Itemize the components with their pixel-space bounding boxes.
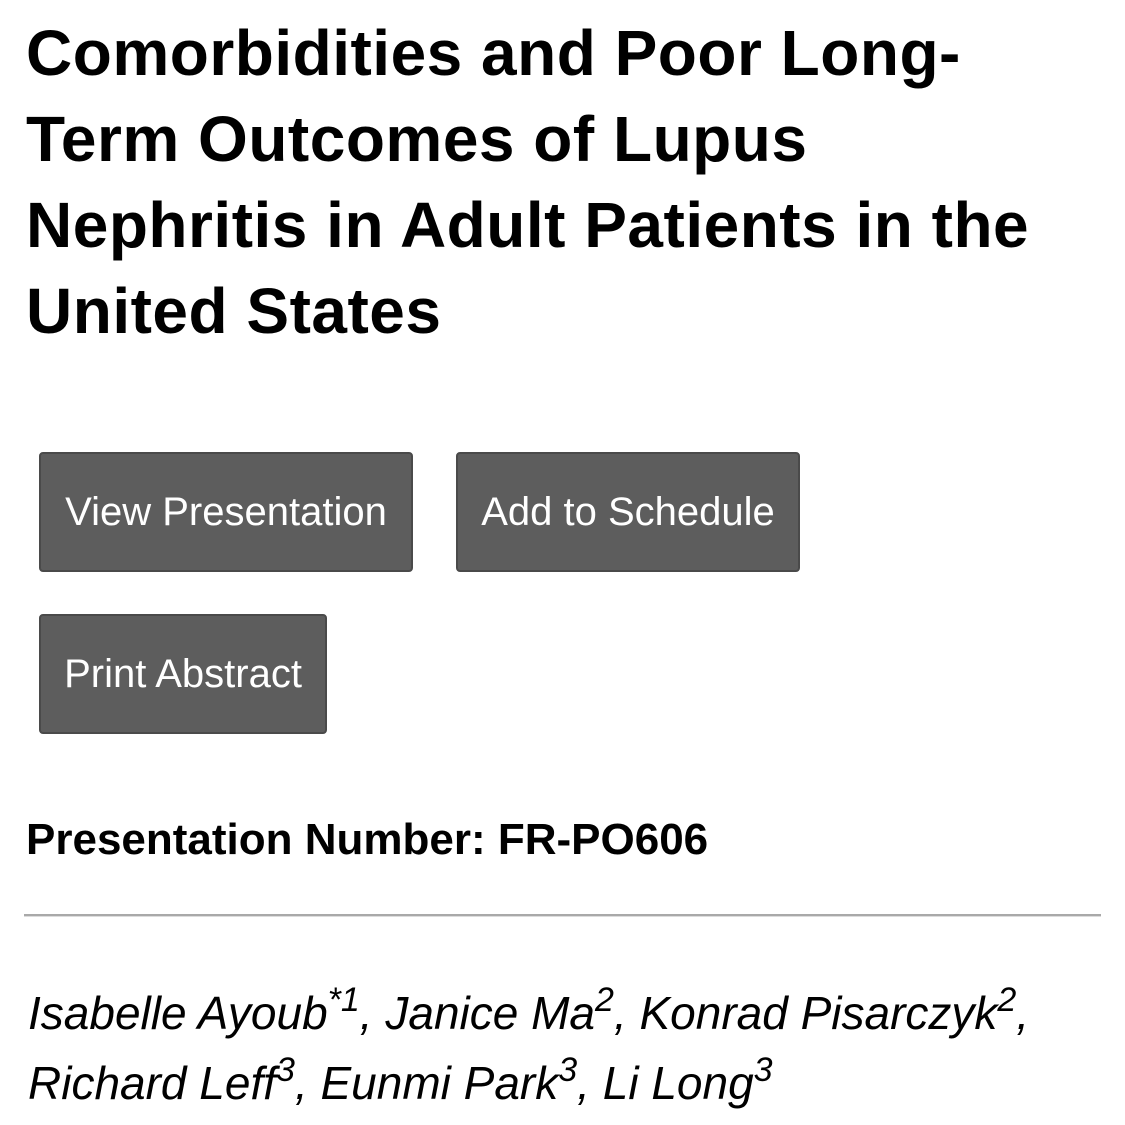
author [28, 1050, 321, 1109]
add-to-schedule-button[interactable]: Add to Schedule [456, 452, 800, 572]
author-affiliation: 3 [753, 1050, 773, 1089]
author-separator: , [294, 1057, 321, 1109]
author-name: Eunmi Park [320, 1057, 559, 1109]
print-abstract-button[interactable]: Print Abstract [39, 614, 327, 734]
author-name: Konrad Pisarczyk [639, 987, 998, 1039]
author-affiliation: 3 [276, 1050, 295, 1089]
author [28, 980, 386, 1039]
author-affiliation: 2 [997, 980, 1017, 1019]
presentation-number: Presentation Number: FR-PO606 [26, 815, 709, 864]
author-affiliation: 3 [558, 1050, 578, 1089]
author [639, 980, 1030, 1039]
divider [24, 914, 1101, 917]
author-affiliation: *1 [327, 980, 360, 1019]
author [320, 1050, 603, 1109]
author-separator: , [613, 987, 640, 1039]
author-separator: , [577, 1057, 603, 1109]
author [602, 1050, 773, 1109]
page-title: Comorbidities and Poor Long-Term Outcomes of Lupus Nephritis in Adult Patients in the United States [26, 17, 1030, 347]
author-separator: , [359, 987, 386, 1039]
author-name: Janice Ma [385, 987, 596, 1039]
author [385, 980, 640, 1039]
author-name: Richard Leff [28, 1057, 277, 1109]
author-name: Isabelle Ayoub [28, 987, 328, 1039]
author-list [28, 978, 1108, 1118]
view-presentation-button[interactable]: View Presentation [39, 452, 413, 572]
author-affiliation: 2 [595, 980, 614, 1019]
author-separator: , [1016, 987, 1030, 1039]
author-name: Li Long [602, 1057, 754, 1109]
